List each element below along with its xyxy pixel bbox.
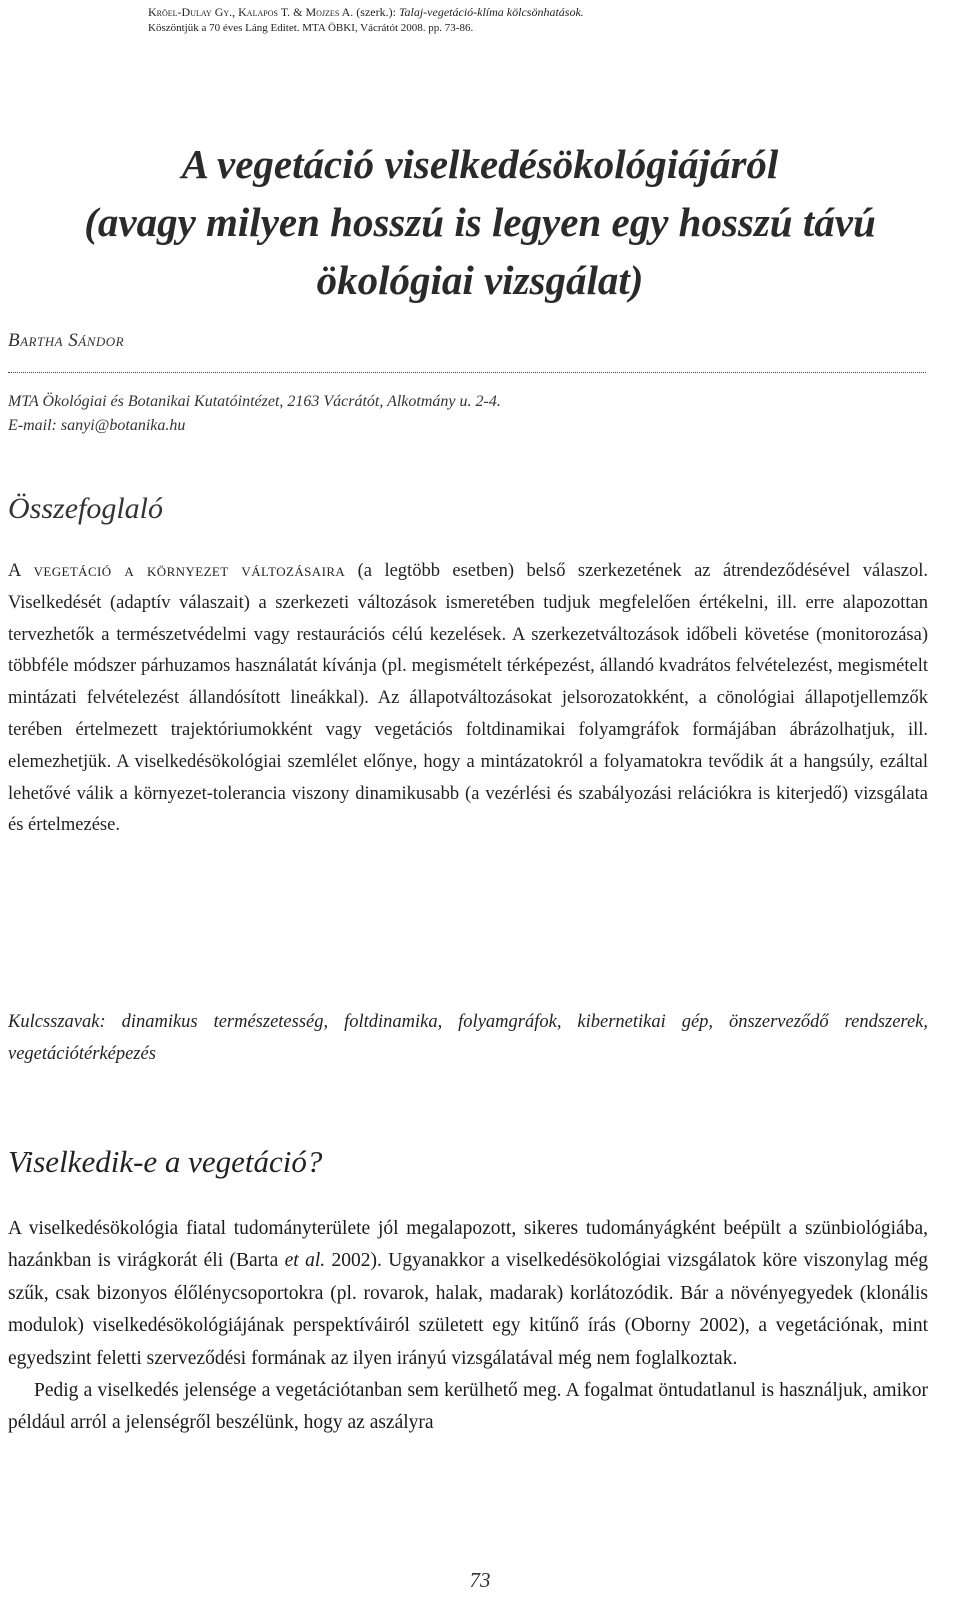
paragraph-1-italic: et al. (284, 1250, 326, 1272)
citation-header (148, 4, 908, 36)
section-body (8, 1213, 928, 1440)
citation-authors: Kröel-Dulay Gy., Kalapos T. & Mojzes A. (148, 5, 354, 19)
page-number: 73 (469, 1568, 491, 1592)
abstract-heading: Összefoglaló (8, 492, 164, 525)
affiliation-email: E-mail: sanyi@botanika.hu (8, 417, 186, 434)
citation-editors: (szerk.): (353, 5, 399, 19)
paper-title (20, 135, 940, 309)
title-line-3: ökológiai vizsgálat) (316, 257, 644, 304)
affiliation-address: MTA Ökológiai és Botanikai Kutatóintézet, 2163 Vácrátót, Alkotmány u. 2-4. (8, 393, 501, 410)
citation-line-2: Köszöntjük a 70 éves Láng Editet. MTA ÖBKI, Vácrátót 2008. pp. 73-86. (148, 22, 474, 34)
keywords: Kulcsszavak: dinamikus természetesség, foltdinamika, folyamgráfok, kibernetikai gép, önszerveződő rendszerek, vegetációtérképezés (8, 1012, 928, 1064)
citation-book-title: Talaj-vegetáció-klíma kölcsönhatások. (398, 5, 584, 19)
abstract-body: (a legtöbb esetben) belső szerkezetének az átrendeződésével válaszol. Viselkedését (adaptív válaszait) a szerkezeti változások ismeretében tudjuk megfelelően értékelni, ill. erre alapozottan tervezhetők a természetvédelmi vagy restaurációs célú kezelések. A szerkezetváltozások időbeli követése (monitorozása) többféle módszer párhuzamos használatát kívánja (pl. megismételt térképezést, állandó kvadrátos felvételezést, megismételt mintázati felvételezést állandósított lineákkal). Az állapotváltozásokat jelsorozatokként, a cönológiai állapotjellemzők terében értelmezett trajektóriumokként vagy vegetációs foltdinamikai folyamgráfok formájában ábrázolhatjuk, ill. elemezhetjük. A viselkedésökológiai szemlélet előnye, hogy a mintázatokról a folyamatokra tevődik át a hangsúly, ezáltal lehetővé válik a környezet-tolerancia viszony dinamikusabb (a vezérlési és szabályozási relációkra is kiterjedő) vizsgálata és értelmezése. (8, 561, 928, 836)
author-name: Bartha Sándor (8, 330, 125, 351)
dotted-divider (8, 372, 926, 373)
section-heading: Viselkedik-e a vegetáció? (8, 1144, 323, 1179)
paragraph-2: Pedig a viselkedés jelensége a vegetációtanban sem kerülhető meg. A fogalmat öntudatlanul is használjuk, amikor például arról a jelenségről beszélünk, hogy az aszályra (8, 1380, 928, 1434)
paragraph-1 (8, 1213, 928, 1375)
paragraph-1-part-a: A viselkedésökológia fiatal tudományterülete jól megalapozott, sikeres tudományágként beépült a szünbiológiába, hazánkban is virágkorát éli (Barta (8, 1218, 928, 1272)
affiliation (8, 390, 926, 438)
abstract-text (8, 556, 928, 842)
title-line-1: A vegetáció viselkedésökológiájáról (181, 141, 779, 188)
title-line-2: (avagy milyen hosszú is legyen egy hosszú távú (84, 199, 876, 246)
abstract-lead: A vegetáció a környezet változásaira (8, 561, 346, 581)
paragraph-1-part-b: 2002). Ugyanakkor a viselkedésökológiai vizsgálatok köre viszonylag még szűk, csak bizonyos élőlénycsoportokra (pl. rovarok, halak, madarak) korlátozódik. Bár a növényegyedek (klonális modulok) viselkedésökológiájának perspektíváiról született egy kitűnő írás (Oborny 2002), a vegetációnak, mint egyedszint feletti szerveződési formának az ilyen irányú vizsgálatával még nem foglalkoztak. (8, 1250, 928, 1369)
